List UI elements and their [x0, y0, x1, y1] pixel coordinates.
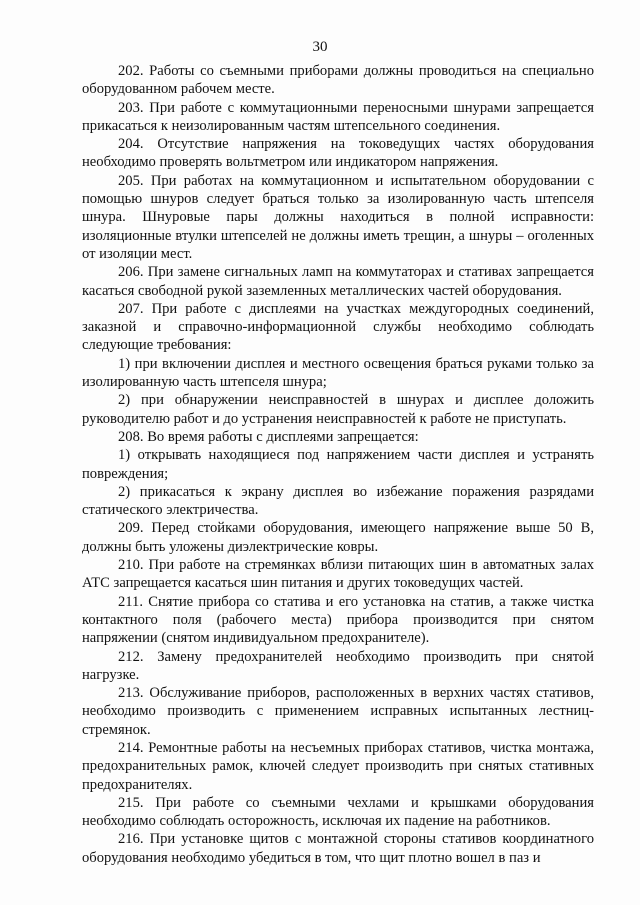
paragraph-202: 202. Работы со съемными приборами должны проводиться на специально оборудованном рабочем месте.	[82, 63, 594, 98]
paragraph-204: 204. Отсутствие напряжения на токоведущих частях оборудования необходимо проверять вольтметром или индикатором напряжения.	[82, 136, 594, 171]
paragraph-205: 205. При работах на коммутационном и испытательном оборудовании с помощью шнуров следует браться только за изолированную часть штепселя шнура. Шнуровые пары должны находиться в полной исправности: изоляционные втулки штепселей не должны иметь трещин, а шнуры – оголенных от изоляции мест.	[82, 172, 594, 262]
paragraph-214: 214. Ремонтные работы на несъемных приборах стативов, чистка монтажа, предохранительных рамок, ключей следует производить при снятых стативных предохранителях.	[82, 739, 594, 793]
paragraph-203: 203. При работе с коммутационными переносными шнурами запрещается прикасаться к неизолированным частям штепсельного соединения.	[82, 99, 594, 134]
paragraph-216: 216. При установке щитов с монтажной стороны стативов координатного оборудования необходимо убедиться в том, что щит плотно вошел в паз и	[82, 831, 594, 866]
paragraph-210: 210. При работе на стремянках вблизи питающих шин в автоматных залах АТС запрещается касаться шин питания и других токоведущих частей.	[82, 557, 594, 592]
paragraph-207: 207. При работе с дисплеями на участках междугородных соединений, заказной и справочно-информационной службы необходимо соблюдать следующие требования:	[82, 300, 594, 354]
paragraph-208-item-2: 2) прикасаться к экрану дисплея во избежание поражения разрядами статического электричества.	[82, 483, 594, 519]
paragraph-206: 206. При замене сигнальных ламп на коммутаторах и стативах запрещается касаться свободной рукой заземленных металлических частей оборудования.	[82, 264, 594, 299]
paragraph-211: 211. Снятие прибора со статива и его установка на статив, а также чистка контактного поля (рабочего места) прибора производится при снятом напряжении (снятом индивидуальном предохранителе).	[82, 593, 594, 647]
paragraph-212: 212. Замену предохранителей необходимо производить при снятой нагрузке.	[82, 648, 594, 683]
paragraph-208: 208. Во время работы с дисплеями запрещается:	[118, 428, 419, 445]
page-number: 30	[312, 39, 328, 55]
paragraph-215: 215. При работе со съемными чехлами и крышками оборудования необходимо соблюдать осторожность, исключая их падение на работников.	[82, 794, 594, 830]
paragraph-207-item-1: 1) при включении дисплея и местного освещения браться руками только за изолированную часть штепселя шнура;	[82, 355, 594, 391]
paragraph-209: 209. Перед стойками оборудования, имеющего напряжение выше 50 В, должны быть уложены диэлектрические ковры.	[82, 520, 594, 555]
paragraph-207-item-2: 2) при обнаружении неисправностей в шнурах и дисплее доложить руководителю работ и до устранения неисправностей к работе не приступать.	[82, 392, 594, 427]
paragraph-208-item-1: 1) открывать находящиеся под напряжением части дисплея и устранять повреждения;	[82, 447, 594, 482]
paragraph-213: 213. Обслуживание приборов, расположенных в верхних частях стативов, необходимо производить с применением исправных испытанных лестниц-стремянок.	[82, 685, 594, 738]
page-body	[82, 62, 594, 867]
